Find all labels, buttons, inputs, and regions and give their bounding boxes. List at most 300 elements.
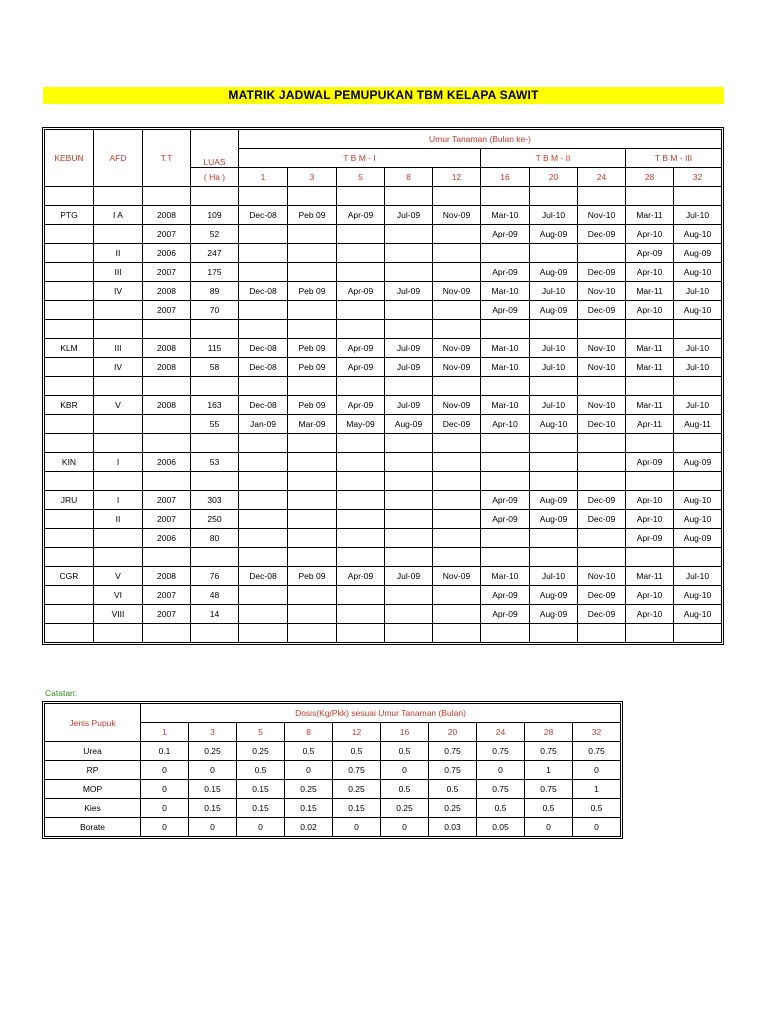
cell-kebun (45, 187, 94, 206)
header-dosis: Dosis(Kg/Pkk) sesuai Umur Tanaman (Bulan) (141, 704, 621, 723)
dosage-header (45, 704, 621, 742)
header-month: 24 (477, 723, 525, 742)
cell-kebun (45, 434, 94, 453)
table-row (45, 415, 722, 434)
cell-afd (94, 434, 143, 453)
header-month: 5 (337, 168, 385, 187)
cell-schedule-date (674, 624, 722, 643)
cell-schedule-date (288, 187, 337, 206)
header-month: 16 (481, 168, 530, 187)
cell-fertilizer-name: Kies (45, 799, 141, 818)
cell-afd (94, 529, 143, 548)
cell-schedule-date (433, 434, 481, 453)
cell-kebun (45, 605, 94, 624)
cell-schedule-date: Peb 09 (288, 339, 337, 358)
cell-dose: 0.1 (141, 742, 189, 761)
cell-schedule-date: Jul-09 (385, 206, 433, 225)
cell-luas: 53 (191, 453, 239, 472)
cell-dose: 0.5 (525, 799, 573, 818)
cell-tt: 2006 (143, 244, 191, 263)
cell-schedule-date (433, 453, 481, 472)
cell-schedule-date: Dec-08 (239, 282, 288, 301)
cell-schedule-date: Mar-11 (626, 358, 674, 377)
cell-schedule-date (288, 529, 337, 548)
cell-schedule-date (385, 510, 433, 529)
cell-schedule-date (578, 453, 626, 472)
header-month: 3 (189, 723, 237, 742)
table-row (45, 244, 722, 263)
cell-schedule-date: Apr-09 (481, 225, 530, 244)
cell-schedule-date: Jul-09 (385, 396, 433, 415)
cell-afd (94, 415, 143, 434)
cell-luas (191, 320, 239, 339)
cell-schedule-date: Aug-09 (674, 244, 722, 263)
cell-tt: 2007 (143, 586, 191, 605)
cell-schedule-date (530, 472, 578, 491)
cell-tt (143, 472, 191, 491)
cell-dose: 0 (141, 799, 189, 818)
cell-tt: 2008 (143, 339, 191, 358)
cell-dose: 0.02 (285, 818, 333, 837)
cell-schedule-date: Mar-10 (481, 206, 530, 225)
cell-schedule-date: Peb 09 (288, 358, 337, 377)
cell-schedule-date (337, 187, 385, 206)
cell-schedule-date: Nov-10 (578, 282, 626, 301)
cell-schedule-date (481, 187, 530, 206)
cell-schedule-date: Aug-09 (530, 225, 578, 244)
cell-schedule-date: Nov-09 (433, 282, 481, 301)
cell-schedule-date: Aug-09 (674, 529, 722, 548)
cell-schedule-date: Nov-09 (433, 567, 481, 586)
table-row (45, 799, 621, 818)
cell-schedule-date (239, 510, 288, 529)
table-row (45, 548, 722, 567)
cell-schedule-date: Jul-10 (674, 396, 722, 415)
cell-schedule-date: Dec-09 (578, 605, 626, 624)
cell-kebun (45, 244, 94, 263)
cell-luas (191, 434, 239, 453)
cell-tt: 2007 (143, 510, 191, 529)
cell-schedule-date: Aug-10 (674, 586, 722, 605)
cell-schedule-date (481, 548, 530, 567)
cell-afd: IV (94, 358, 143, 377)
cell-schedule-date (337, 320, 385, 339)
cell-schedule-date (337, 472, 385, 491)
cell-schedule-date (385, 434, 433, 453)
cell-schedule-date: Jul-10 (530, 567, 578, 586)
cell-schedule-date: Mar-11 (626, 567, 674, 586)
cell-schedule-date (433, 301, 481, 320)
cell-luas: 48 (191, 586, 239, 605)
cell-dose: 0.5 (429, 780, 477, 799)
cell-dose: 0.5 (381, 780, 429, 799)
cell-schedule-date: Peb 09 (288, 396, 337, 415)
cell-dose: 0 (573, 761, 621, 780)
table-row (45, 780, 621, 799)
cell-schedule-date: Mar-11 (626, 339, 674, 358)
cell-dose: 0.15 (333, 799, 381, 818)
header-month: 5 (237, 723, 285, 742)
cell-schedule-date: Jul-09 (385, 339, 433, 358)
cell-dose: 0.75 (429, 742, 477, 761)
cell-dose: 0 (189, 818, 237, 837)
cell-schedule-date: Aug-10 (674, 510, 722, 529)
cell-dose: 0.05 (477, 818, 525, 837)
cell-schedule-date (239, 624, 288, 643)
cell-schedule-date (288, 453, 337, 472)
cell-dose: 0.5 (381, 742, 429, 761)
cell-schedule-date: Aug-11 (674, 415, 722, 434)
cell-schedule-date (674, 434, 722, 453)
cell-schedule-date (530, 624, 578, 643)
cell-schedule-date: Apr-10 (626, 586, 674, 605)
cell-schedule-date (288, 225, 337, 244)
cell-schedule-date (337, 605, 385, 624)
table-row (45, 301, 722, 320)
cell-schedule-date: Apr-10 (626, 301, 674, 320)
cell-schedule-date (674, 548, 722, 567)
cell-dose: 0.15 (189, 780, 237, 799)
cell-schedule-date: Apr-11 (626, 415, 674, 434)
header-month: 12 (433, 168, 481, 187)
cell-schedule-date: Mar-09 (288, 415, 337, 434)
cell-schedule-date: Apr-09 (481, 491, 530, 510)
cell-dose: 0 (189, 761, 237, 780)
cell-afd: II (94, 244, 143, 263)
cell-schedule-date: Nov-09 (433, 396, 481, 415)
cell-luas: 58 (191, 358, 239, 377)
cell-schedule-date: Aug-09 (530, 301, 578, 320)
table-row (45, 605, 722, 624)
table-row (45, 263, 722, 282)
cell-dose: 0.5 (285, 742, 333, 761)
cell-schedule-date (239, 244, 288, 263)
cell-afd (94, 624, 143, 643)
cell-tt (143, 187, 191, 206)
cell-schedule-date: Dec-09 (578, 510, 626, 529)
notes-label: Catatan: (45, 688, 78, 698)
table-row (45, 339, 722, 358)
cell-dose: 0 (477, 761, 525, 780)
cell-schedule-date (239, 320, 288, 339)
cell-schedule-date: Nov-09 (433, 339, 481, 358)
cell-schedule-date: Aug-09 (385, 415, 433, 434)
cell-schedule-date (578, 377, 626, 396)
header-umur: Umur Tanaman (Bulan ke-) (239, 130, 722, 149)
cell-schedule-date (385, 320, 433, 339)
cell-schedule-date: Aug-10 (530, 415, 578, 434)
cell-schedule-date (385, 586, 433, 605)
cell-luas: 89 (191, 282, 239, 301)
cell-schedule-date (481, 377, 530, 396)
cell-schedule-date: Jul-10 (674, 358, 722, 377)
cell-schedule-date: Aug-10 (674, 491, 722, 510)
cell-schedule-date (530, 453, 578, 472)
cell-schedule-date (288, 605, 337, 624)
schedule-header (45, 130, 722, 187)
cell-dose: 0.75 (429, 761, 477, 780)
cell-schedule-date: Apr-09 (481, 263, 530, 282)
cell-schedule-date: Jul-10 (530, 339, 578, 358)
cell-schedule-date (578, 472, 626, 491)
cell-dose: 0.75 (477, 780, 525, 799)
table-row (45, 225, 722, 244)
cell-schedule-date (288, 510, 337, 529)
cell-dose: 0.15 (237, 799, 285, 818)
cell-schedule-date (433, 529, 481, 548)
table-row (45, 472, 722, 491)
cell-schedule-date: Aug-10 (674, 301, 722, 320)
cell-schedule-date: Nov-10 (578, 358, 626, 377)
cell-schedule-date: Apr-10 (481, 415, 530, 434)
cell-schedule-date (578, 548, 626, 567)
cell-afd (94, 320, 143, 339)
cell-dose: 0 (525, 818, 573, 837)
cell-schedule-date: Dec-10 (578, 415, 626, 434)
cell-dose: 0.75 (333, 761, 381, 780)
table-row (45, 453, 722, 472)
cell-schedule-date: Dec-09 (578, 225, 626, 244)
cell-schedule-date: Aug-10 (674, 263, 722, 282)
cell-kebun (45, 472, 94, 491)
cell-dose: 1 (573, 780, 621, 799)
cell-kebun (45, 415, 94, 434)
cell-luas: 163 (191, 396, 239, 415)
cell-schedule-date (626, 434, 674, 453)
cell-schedule-date: Apr-09 (337, 567, 385, 586)
cell-schedule-date: Apr-09 (337, 206, 385, 225)
cell-dose: 0 (141, 780, 189, 799)
cell-schedule-date: Apr-10 (626, 225, 674, 244)
cell-dose: 0 (141, 761, 189, 780)
cell-schedule-date (481, 453, 530, 472)
cell-tt: 2008 (143, 206, 191, 225)
header-month: 20 (429, 723, 477, 742)
cell-schedule-date: Aug-09 (530, 491, 578, 510)
cell-schedule-date: Jul-10 (530, 358, 578, 377)
dosage-table-frame (42, 701, 623, 839)
cell-schedule-date: Dec-08 (239, 339, 288, 358)
cell-schedule-date (239, 263, 288, 282)
cell-dose: 0.25 (285, 780, 333, 799)
cell-schedule-date: Aug-10 (674, 605, 722, 624)
cell-schedule-date (433, 586, 481, 605)
cell-schedule-date (385, 472, 433, 491)
header-month: 28 (525, 723, 573, 742)
cell-tt: 2007 (143, 301, 191, 320)
cell-schedule-date: Apr-09 (626, 244, 674, 263)
cell-schedule-date (288, 377, 337, 396)
cell-dose: 0.15 (237, 780, 285, 799)
cell-schedule-date: Dec-08 (239, 567, 288, 586)
cell-luas: 250 (191, 510, 239, 529)
cell-schedule-date: Apr-09 (337, 396, 385, 415)
cell-dose: 0 (237, 818, 285, 837)
cell-schedule-date (239, 377, 288, 396)
cell-schedule-date: Dec-08 (239, 396, 288, 415)
cell-dose: 0.75 (525, 742, 573, 761)
cell-schedule-date: Nov-10 (578, 396, 626, 415)
table-row (45, 282, 722, 301)
cell-schedule-date: Apr-09 (481, 301, 530, 320)
cell-schedule-date (385, 377, 433, 396)
cell-schedule-date: Apr-09 (337, 339, 385, 358)
cell-schedule-date: Mar-10 (481, 282, 530, 301)
cell-schedule-date (626, 472, 674, 491)
cell-schedule-date: Mar-10 (481, 396, 530, 415)
cell-schedule-date: Jul-10 (674, 282, 722, 301)
cell-schedule-date (288, 320, 337, 339)
cell-dose: 1 (525, 761, 573, 780)
cell-schedule-date (530, 244, 578, 263)
header-afd: AFD (94, 130, 143, 187)
cell-schedule-date (288, 491, 337, 510)
cell-schedule-date: Dec-08 (239, 206, 288, 225)
cell-afd: III (94, 263, 143, 282)
header-month: 28 (626, 168, 674, 187)
cell-schedule-date (337, 548, 385, 567)
cell-schedule-date (578, 624, 626, 643)
cell-schedule-date: Aug-09 (530, 263, 578, 282)
dosage-body (45, 742, 621, 837)
cell-schedule-date (239, 491, 288, 510)
cell-schedule-date (433, 377, 481, 396)
cell-schedule-date (239, 225, 288, 244)
cell-dose: 0.5 (477, 799, 525, 818)
cell-afd (94, 301, 143, 320)
cell-tt: 2008 (143, 396, 191, 415)
cell-luas: 14 (191, 605, 239, 624)
table-row (45, 320, 722, 339)
cell-schedule-date (239, 605, 288, 624)
dosage-table (44, 703, 621, 837)
cell-schedule-date (385, 453, 433, 472)
cell-afd (94, 472, 143, 491)
cell-schedule-date: Apr-10 (626, 491, 674, 510)
cell-schedule-date (626, 187, 674, 206)
cell-schedule-date: Aug-09 (530, 510, 578, 529)
cell-schedule-date: Mar-10 (481, 358, 530, 377)
header-month: 24 (578, 168, 626, 187)
cell-schedule-date (337, 301, 385, 320)
cell-schedule-date (288, 301, 337, 320)
table-row (45, 624, 722, 643)
schedule-table (44, 129, 722, 643)
cell-luas (191, 472, 239, 491)
table-row (45, 567, 722, 586)
cell-luas: 55 (191, 415, 239, 434)
table-row (45, 529, 722, 548)
cell-tt: 2006 (143, 529, 191, 548)
cell-afd (94, 225, 143, 244)
cell-schedule-date (385, 225, 433, 244)
cell-luas: 303 (191, 491, 239, 510)
cell-kebun (45, 320, 94, 339)
cell-schedule-date (385, 624, 433, 643)
cell-schedule-date (578, 320, 626, 339)
cell-schedule-date (288, 586, 337, 605)
header-group-tbm2: T B M - II (481, 149, 626, 168)
cell-dose: 0 (381, 761, 429, 780)
cell-schedule-date (674, 377, 722, 396)
cell-schedule-date (578, 529, 626, 548)
cell-schedule-date (337, 453, 385, 472)
cell-schedule-date: Mar-10 (481, 567, 530, 586)
cell-tt (143, 548, 191, 567)
cell-schedule-date: Apr-09 (481, 510, 530, 529)
cell-afd: II (94, 510, 143, 529)
cell-fertilizer-name: Urea (45, 742, 141, 761)
cell-schedule-date (385, 548, 433, 567)
cell-schedule-date (626, 320, 674, 339)
page-title: MATRIK JADWAL PEMUPUKAN TBM KELAPA SAWIT (43, 87, 724, 104)
cell-schedule-date (288, 472, 337, 491)
cell-luas: 109 (191, 206, 239, 225)
cell-afd: VI (94, 586, 143, 605)
cell-fertilizer-name: RP (45, 761, 141, 780)
cell-schedule-date (288, 244, 337, 263)
cell-dose: 0 (333, 818, 381, 837)
table-row (45, 377, 722, 396)
cell-kebun (45, 586, 94, 605)
cell-kebun (45, 282, 94, 301)
cell-schedule-date: Peb 09 (288, 282, 337, 301)
cell-schedule-date (239, 187, 288, 206)
cell-dose: 0.25 (237, 742, 285, 761)
cell-schedule-date (674, 472, 722, 491)
cell-dose: 0.75 (477, 742, 525, 761)
cell-kebun: KLM (45, 339, 94, 358)
cell-kebun: PTG (45, 206, 94, 225)
cell-schedule-date: Jul-10 (674, 339, 722, 358)
cell-luas (191, 187, 239, 206)
cell-tt: 2008 (143, 567, 191, 586)
cell-schedule-date (337, 225, 385, 244)
header-group-tbm1: T B M - I (239, 149, 481, 168)
table-row (45, 586, 722, 605)
table-row (45, 358, 722, 377)
cell-schedule-date (433, 225, 481, 244)
cell-schedule-date: Jul-10 (530, 206, 578, 225)
cell-luas: 175 (191, 263, 239, 282)
cell-schedule-date (530, 529, 578, 548)
cell-schedule-date (433, 187, 481, 206)
cell-schedule-date (337, 377, 385, 396)
cell-tt (143, 434, 191, 453)
cell-kebun (45, 529, 94, 548)
cell-luas (191, 377, 239, 396)
schedule-body (45, 187, 722, 643)
cell-dose: 0 (285, 761, 333, 780)
cell-afd (94, 548, 143, 567)
cell-dose: 0.25 (333, 780, 381, 799)
cell-schedule-date: Apr-10 (626, 263, 674, 282)
cell-schedule-date (239, 529, 288, 548)
cell-schedule-date: Jul-09 (385, 358, 433, 377)
table-row (45, 396, 722, 415)
header-month: 16 (381, 723, 429, 742)
table-row (45, 818, 621, 837)
cell-schedule-date (530, 548, 578, 567)
cell-kebun (45, 624, 94, 643)
cell-schedule-date (674, 187, 722, 206)
cell-luas: 52 (191, 225, 239, 244)
cell-kebun (45, 301, 94, 320)
cell-schedule-date: Apr-09 (481, 586, 530, 605)
header-luas-unit: ( Ha ) (191, 168, 239, 187)
cell-schedule-date (433, 491, 481, 510)
table-row (45, 510, 722, 529)
